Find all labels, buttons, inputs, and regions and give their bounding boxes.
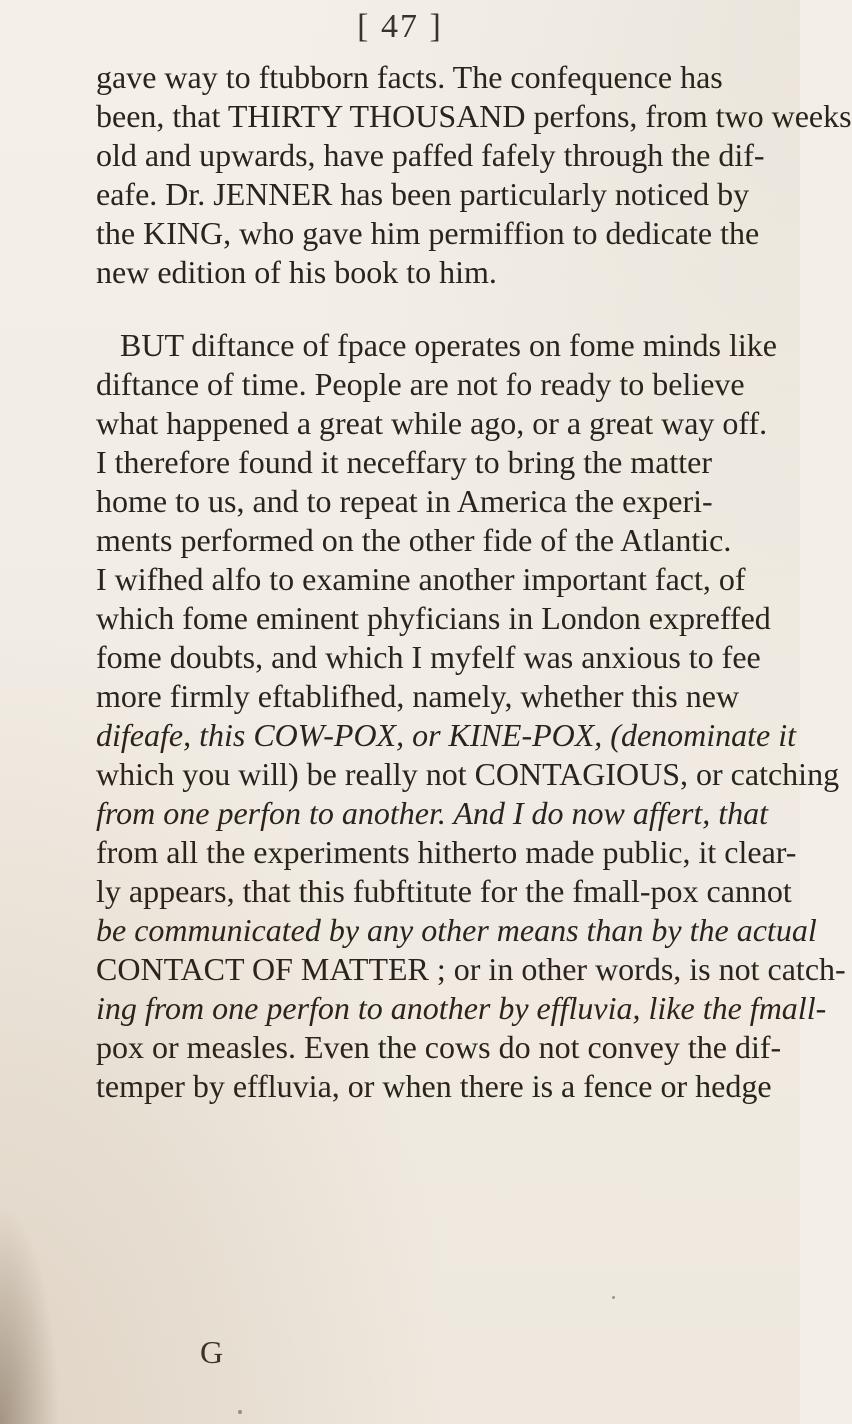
text-line: home to us, and to repeat in America the experi- (96, 483, 713, 519)
paragraph-1 (96, 58, 852, 292)
text-line: ing from one perfon to another by effluvia, like the fmall- (96, 990, 827, 1026)
paper-speck (612, 1296, 615, 1299)
text-line: which you will) be really not CONTAGIOUS, or catching (96, 756, 840, 792)
text-line: diftance of time. People are not fo ready to believe (96, 366, 745, 402)
signature-mark: G (200, 1334, 224, 1370)
text-line: ly appears, that this fubftitute for the fmall-pox cannot (96, 873, 792, 909)
text-line: been, that THIRTY THOUSAND perfons, from two weeks (96, 98, 852, 134)
text-line: from all the experiments hitherto made public, it clear- (96, 834, 797, 870)
page-number: [ 47 ] (357, 8, 443, 45)
text-line: fome doubts, and which I myfelf was anxious to fee (96, 639, 761, 675)
text-line: CONTACT OF MATTER ; or in other words, is not catch- (96, 951, 846, 987)
text-line: BUT diftance of fpace operates on fome minds like (120, 327, 777, 363)
text-line: I therefore found it neceffary to bring the matter (96, 444, 713, 480)
text-line: temper by effluvia, or when there is a fence or hedge (96, 1068, 772, 1104)
text-line: difeafe, this COW-POX, or KINE-POX, (denominate it (96, 717, 797, 753)
text-line: from one perfon to another. And I do now affert, that (96, 795, 768, 831)
paper-speck (238, 1410, 242, 1414)
text-line: old and upwards, have paffed fafely through the dif- (96, 137, 765, 173)
text-line: ments performed on the other fide of the Atlantic. (96, 522, 732, 558)
text-line: what happened a great while ago, or a great way off. (96, 405, 768, 441)
paragraph-2 (96, 326, 846, 1106)
text-line: the KING, who gave him permiffion to dedicate the (96, 215, 760, 251)
text-line: eafe. Dr. JENNER has been particularly noticed by (96, 176, 750, 212)
text-line: pox or measles. Even the cows do not convey the dif- (96, 1029, 782, 1065)
text-line: gave way to ftubborn facts. The confequence has (96, 59, 723, 95)
text-line: more firmly eftablifhed, namely, whether this new (96, 678, 740, 714)
text-line: which fome eminent phyficians in London expreffed (96, 600, 771, 636)
text-line: be communicated by any other means than by the actual (96, 912, 817, 948)
text-line: new edition of his book to him. (96, 254, 497, 290)
page-edge-shadow (0, 1204, 60, 1424)
text-line: I wifhed alfo to examine another important fact, of (96, 561, 746, 597)
